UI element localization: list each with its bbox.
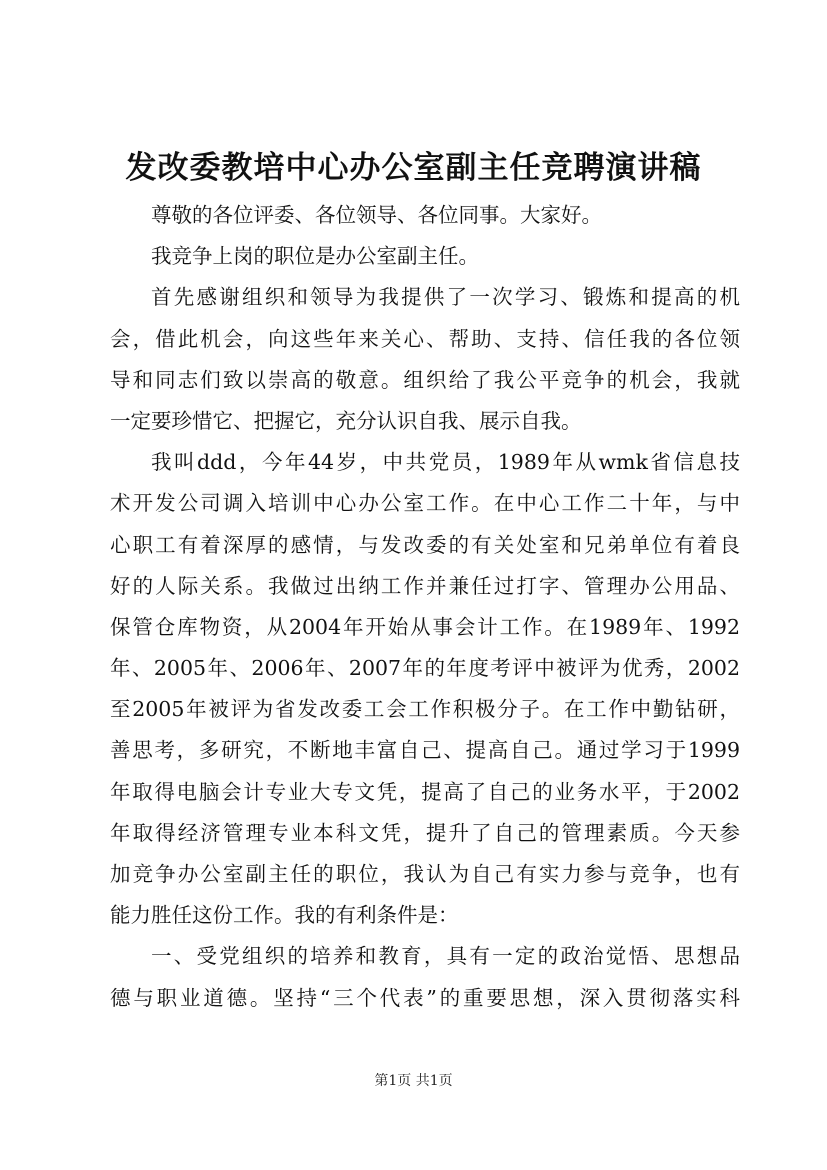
paragraph-line: 导和同志们致以崇高的敬意。组织给了我公平竞争的机会，我就: [110, 367, 740, 392]
paragraph-line: 保管仓库物资，从2004年开始从事会计工作。在1989年、1992: [110, 614, 740, 639]
paragraph-line: 心职工有着深厚的感情，与发改委的有关处室和兄弟单位有着良: [110, 532, 740, 557]
paragraph-line: 年取得经济管理专业本科文凭，提升了自己的管理素质。今天参: [110, 820, 740, 845]
paragraph-line: 年、2005年、2006年、2007年的年度考评中被评为优秀，2002: [110, 656, 740, 681]
paragraph-line: 首先感谢组织和领导为我提供了一次学习、锻炼和提高的机: [151, 285, 740, 310]
paragraph-line: 会，借此机会，向这些年来关心、帮助、支持、信任我的各位领: [110, 326, 740, 351]
page-footer: 第1页 共1页: [374, 1073, 453, 1089]
paragraph-line: 年取得电脑会计专业大专文凭，提高了自己的业务水平，于2002: [110, 779, 740, 804]
paragraph-line: 善思考，多研究，不断地丰富自己、提高自己。通过学习于1999: [110, 738, 740, 763]
paragraph-line: 能力胜任这份工作。我的有利条件是：: [110, 903, 459, 928]
paragraph-line: 好的人际关系。我做过出纳工作并兼任过打字、管理办公用品、: [110, 573, 740, 598]
document-title: 发改委教培中心办公室副主任竞聘演讲稿: [125, 150, 702, 186]
paragraph-line: 一、受党组织的培养和教育，具有一定的政治觉悟、思想品: [151, 944, 740, 969]
document-body: [110, 195, 740, 1019]
paragraph-line: 我竞争上岗的职位是办公室副主任。: [151, 244, 479, 269]
paragraph-line: 加竞争办公室副主任的职位，我认为自己有实力参与竞争，也有: [110, 862, 740, 886]
paragraph-line: 我叫ddd，今年44岁，中共党员，1989年从wmk省信息技: [151, 450, 740, 475]
paragraph-line: 至2005年被评为省发改委工会工作积极分子。在工作中勤钻研，: [110, 697, 740, 722]
paragraph-line: 尊敬的各位评委、各位领导、各位同事。大家好。: [151, 203, 602, 227]
paragraph-line: 德与职业道德。坚持“三个代表”的重要思想，深入贯彻落实科: [110, 985, 740, 1010]
paragraph-line: 术开发公司调入培训中心办公室工作。在中心工作二十年，与中: [110, 491, 740, 516]
paragraph-line: 一定要珍惜它、把握它，充分认识自我、展示自我。: [110, 408, 582, 433]
